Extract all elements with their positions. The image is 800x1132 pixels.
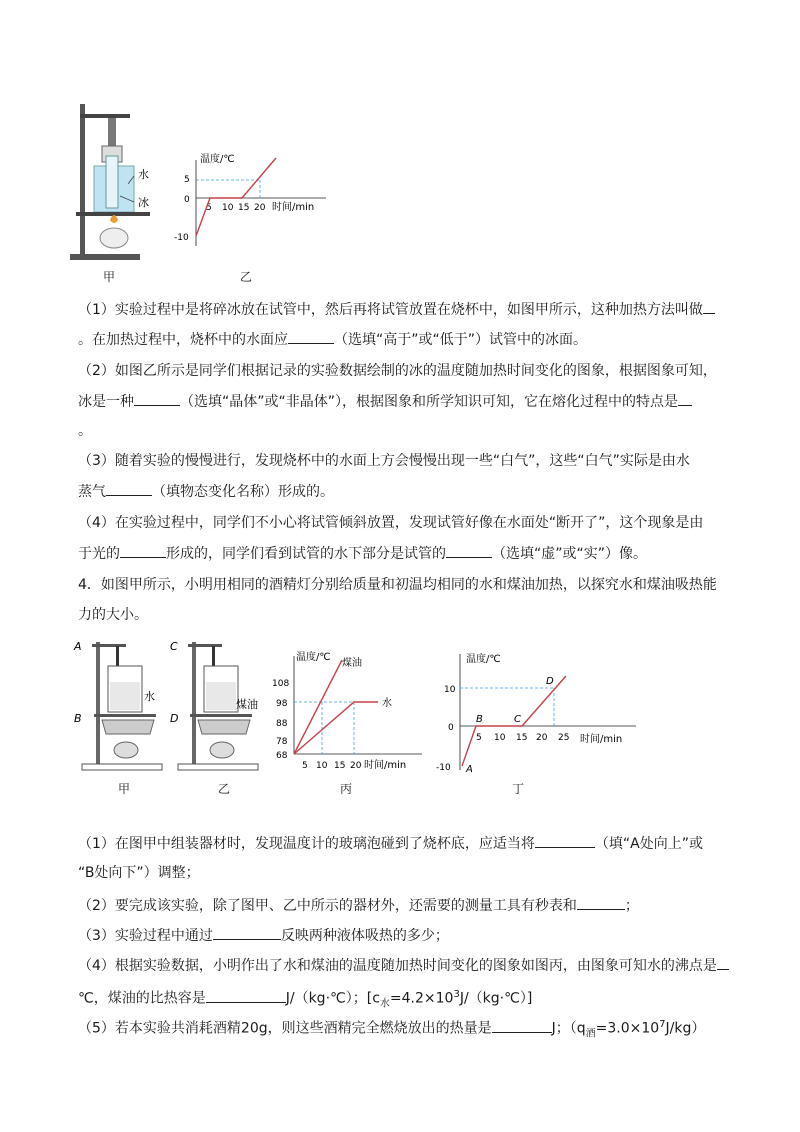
q3-part2-line1: （2）如图乙所示是同学们根据记录的实验数据绘制的冰的温度随加热时间变化的图象，根据图象可知， <box>78 363 717 379</box>
svg-text:108: 108 <box>272 679 290 689</box>
svg-text:20: 20 <box>536 733 548 743</box>
svg-text:B: B <box>476 714 483 725</box>
q4-part2: （2）要完成该实验，除了图甲、乙中所示的器材外，还需要的测量工具有秒表和 ； <box>78 898 639 914</box>
apparatus-jia-2 <box>74 636 164 776</box>
q3-part3-line1: （3）随着实验的慢慢进行，发现烧杯中的水面上方会慢慢出现一些“白气”，这些“白气”实际是由水 <box>78 453 690 469</box>
svg-text:5: 5 <box>206 203 212 213</box>
svg-text:B: B <box>74 712 82 725</box>
svg-text:煤油: 煤油 <box>342 658 362 669</box>
q4-part5: （5）若本实验共消耗酒精20g，则这些酒精完全燃烧放出的热量是 J；$(q_酒=3.0\times 10^7J/kg)$ <box>78 1019 706 1040</box>
q4-stem-line2: 力的大小。 <box>78 607 148 623</box>
q4-part3: （3）实验过程中通过 反映两种液体吸热的多少； <box>78 928 449 944</box>
apparatus-jia-1 <box>70 96 180 266</box>
q4-part4-line2: ℃，煤油的比热容是 J/（kg·℃）；$[c_水=4.2\times 10^3J/(kg\cdot℃)]$ <box>78 989 533 1010</box>
graph-ding <box>436 646 640 776</box>
svg-text:煤油: 煤油 <box>236 698 258 711</box>
q3-part2-line2: 冰是一种 （选填“晶体”或“非晶体”），根据图象和所学知识可知，它在熔化过程中的特点是 <box>78 392 692 411</box>
svg-text:15: 15 <box>238 203 250 213</box>
apparatus-yi-2 <box>170 636 260 776</box>
svg-text:5: 5 <box>476 733 482 743</box>
svg-text:时间/min: 时间/min <box>580 734 623 745</box>
svg-text:温度/℃: 温度/℃ <box>296 652 331 663</box>
svg-text:15: 15 <box>334 761 346 771</box>
q3-part4-line1: （4）在实验过程中，同学们不小心将试管倾斜放置，发现试管好像在水面处“断开了”，这个现象是由 <box>78 515 704 531</box>
graph-bing <box>268 646 428 776</box>
svg-text:-10: -10 <box>174 233 189 243</box>
svg-text:A: A <box>74 640 82 653</box>
svg-text:10: 10 <box>444 685 456 695</box>
svg-text:68: 68 <box>276 751 288 761</box>
svg-text:20: 20 <box>350 761 362 771</box>
svg-text:水: 水 <box>382 698 392 709</box>
svg-text:时间/min: 时间/min <box>364 760 407 771</box>
svg-text:5: 5 <box>184 175 190 185</box>
svg-text:C: C <box>170 640 178 653</box>
svg-text:78: 78 <box>276 737 288 747</box>
svg-text:D: D <box>170 712 179 725</box>
graph-yi-ylabel: 温度/℃ <box>200 154 235 165</box>
q4-part1-line2: “B处向下”）调整； <box>78 865 200 881</box>
q3-part2-line3: 。 <box>78 423 92 439</box>
svg-text:10: 10 <box>316 761 328 771</box>
svg-text:10: 10 <box>494 733 506 743</box>
svg-text:5: 5 <box>302 761 308 771</box>
svg-text:D: D <box>546 676 554 687</box>
svg-text:10: 10 <box>222 203 234 213</box>
svg-text:98: 98 <box>276 699 288 709</box>
caption-ding: 丁 <box>512 782 525 796</box>
svg-text:25: 25 <box>558 733 570 743</box>
caption-jia-1: 甲 <box>103 270 116 284</box>
graph-yi-xlabel: 时间/min <box>272 202 315 213</box>
graph-yi <box>174 140 336 250</box>
q3-part1-line1: （1）实验过程中是将碎冰放在试管中，然后再将试管放置在烧杯中，如图甲所示，这种加热方法叫做 <box>78 300 715 319</box>
svg-text:20: 20 <box>254 203 266 213</box>
svg-text:0: 0 <box>184 195 190 205</box>
caption-jia-2: 甲 <box>118 782 131 796</box>
svg-text:-10: -10 <box>436 763 451 773</box>
label-ice: 冰 <box>138 196 149 209</box>
svg-text:88: 88 <box>276 719 288 729</box>
q4-part4-line1: （4）根据实验数据，小明作出了水和煤油的温度随加热时间变化的图象如图丙，由图象可知水的沸点是 <box>78 956 729 975</box>
q3-part1-line2: 。在加热过程中，烧杯中的水面应 （选填“高于”或“低于”）试管中的冰面。 <box>78 332 588 348</box>
svg-text:15: 15 <box>516 733 528 743</box>
svg-text:0: 0 <box>448 723 454 733</box>
q3-part4-line2: 于光的 形成的，同学们看到试管的水下部分是试管的 （选填“虚”或“实”）像。 <box>78 546 648 562</box>
svg-text:A: A <box>466 764 473 775</box>
svg-text:温度/℃: 温度/℃ <box>466 654 501 665</box>
svg-text:C: C <box>514 714 521 725</box>
q3-part3-line2: 蒸气 （填物态变化名称）形成的。 <box>78 484 334 500</box>
label-water: 水 <box>138 168 149 181</box>
q4-part1-line1: （1）在图甲中组装器材时，发现温度计的玻璃泡碰到了烧杯底，应适当将 （填“A处向上”或 <box>78 836 703 852</box>
caption-bing: 丙 <box>340 782 353 796</box>
caption-yi-2: 乙 <box>218 782 231 796</box>
caption-yi-1: 乙 <box>240 270 253 284</box>
q4-stem-line1: 4．如图甲所示，小明用相同的酒精灯分别给质量和初温均相同的水和煤油加热，以探究水和煤油吸热能 <box>78 577 717 593</box>
svg-text:水: 水 <box>144 690 155 703</box>
